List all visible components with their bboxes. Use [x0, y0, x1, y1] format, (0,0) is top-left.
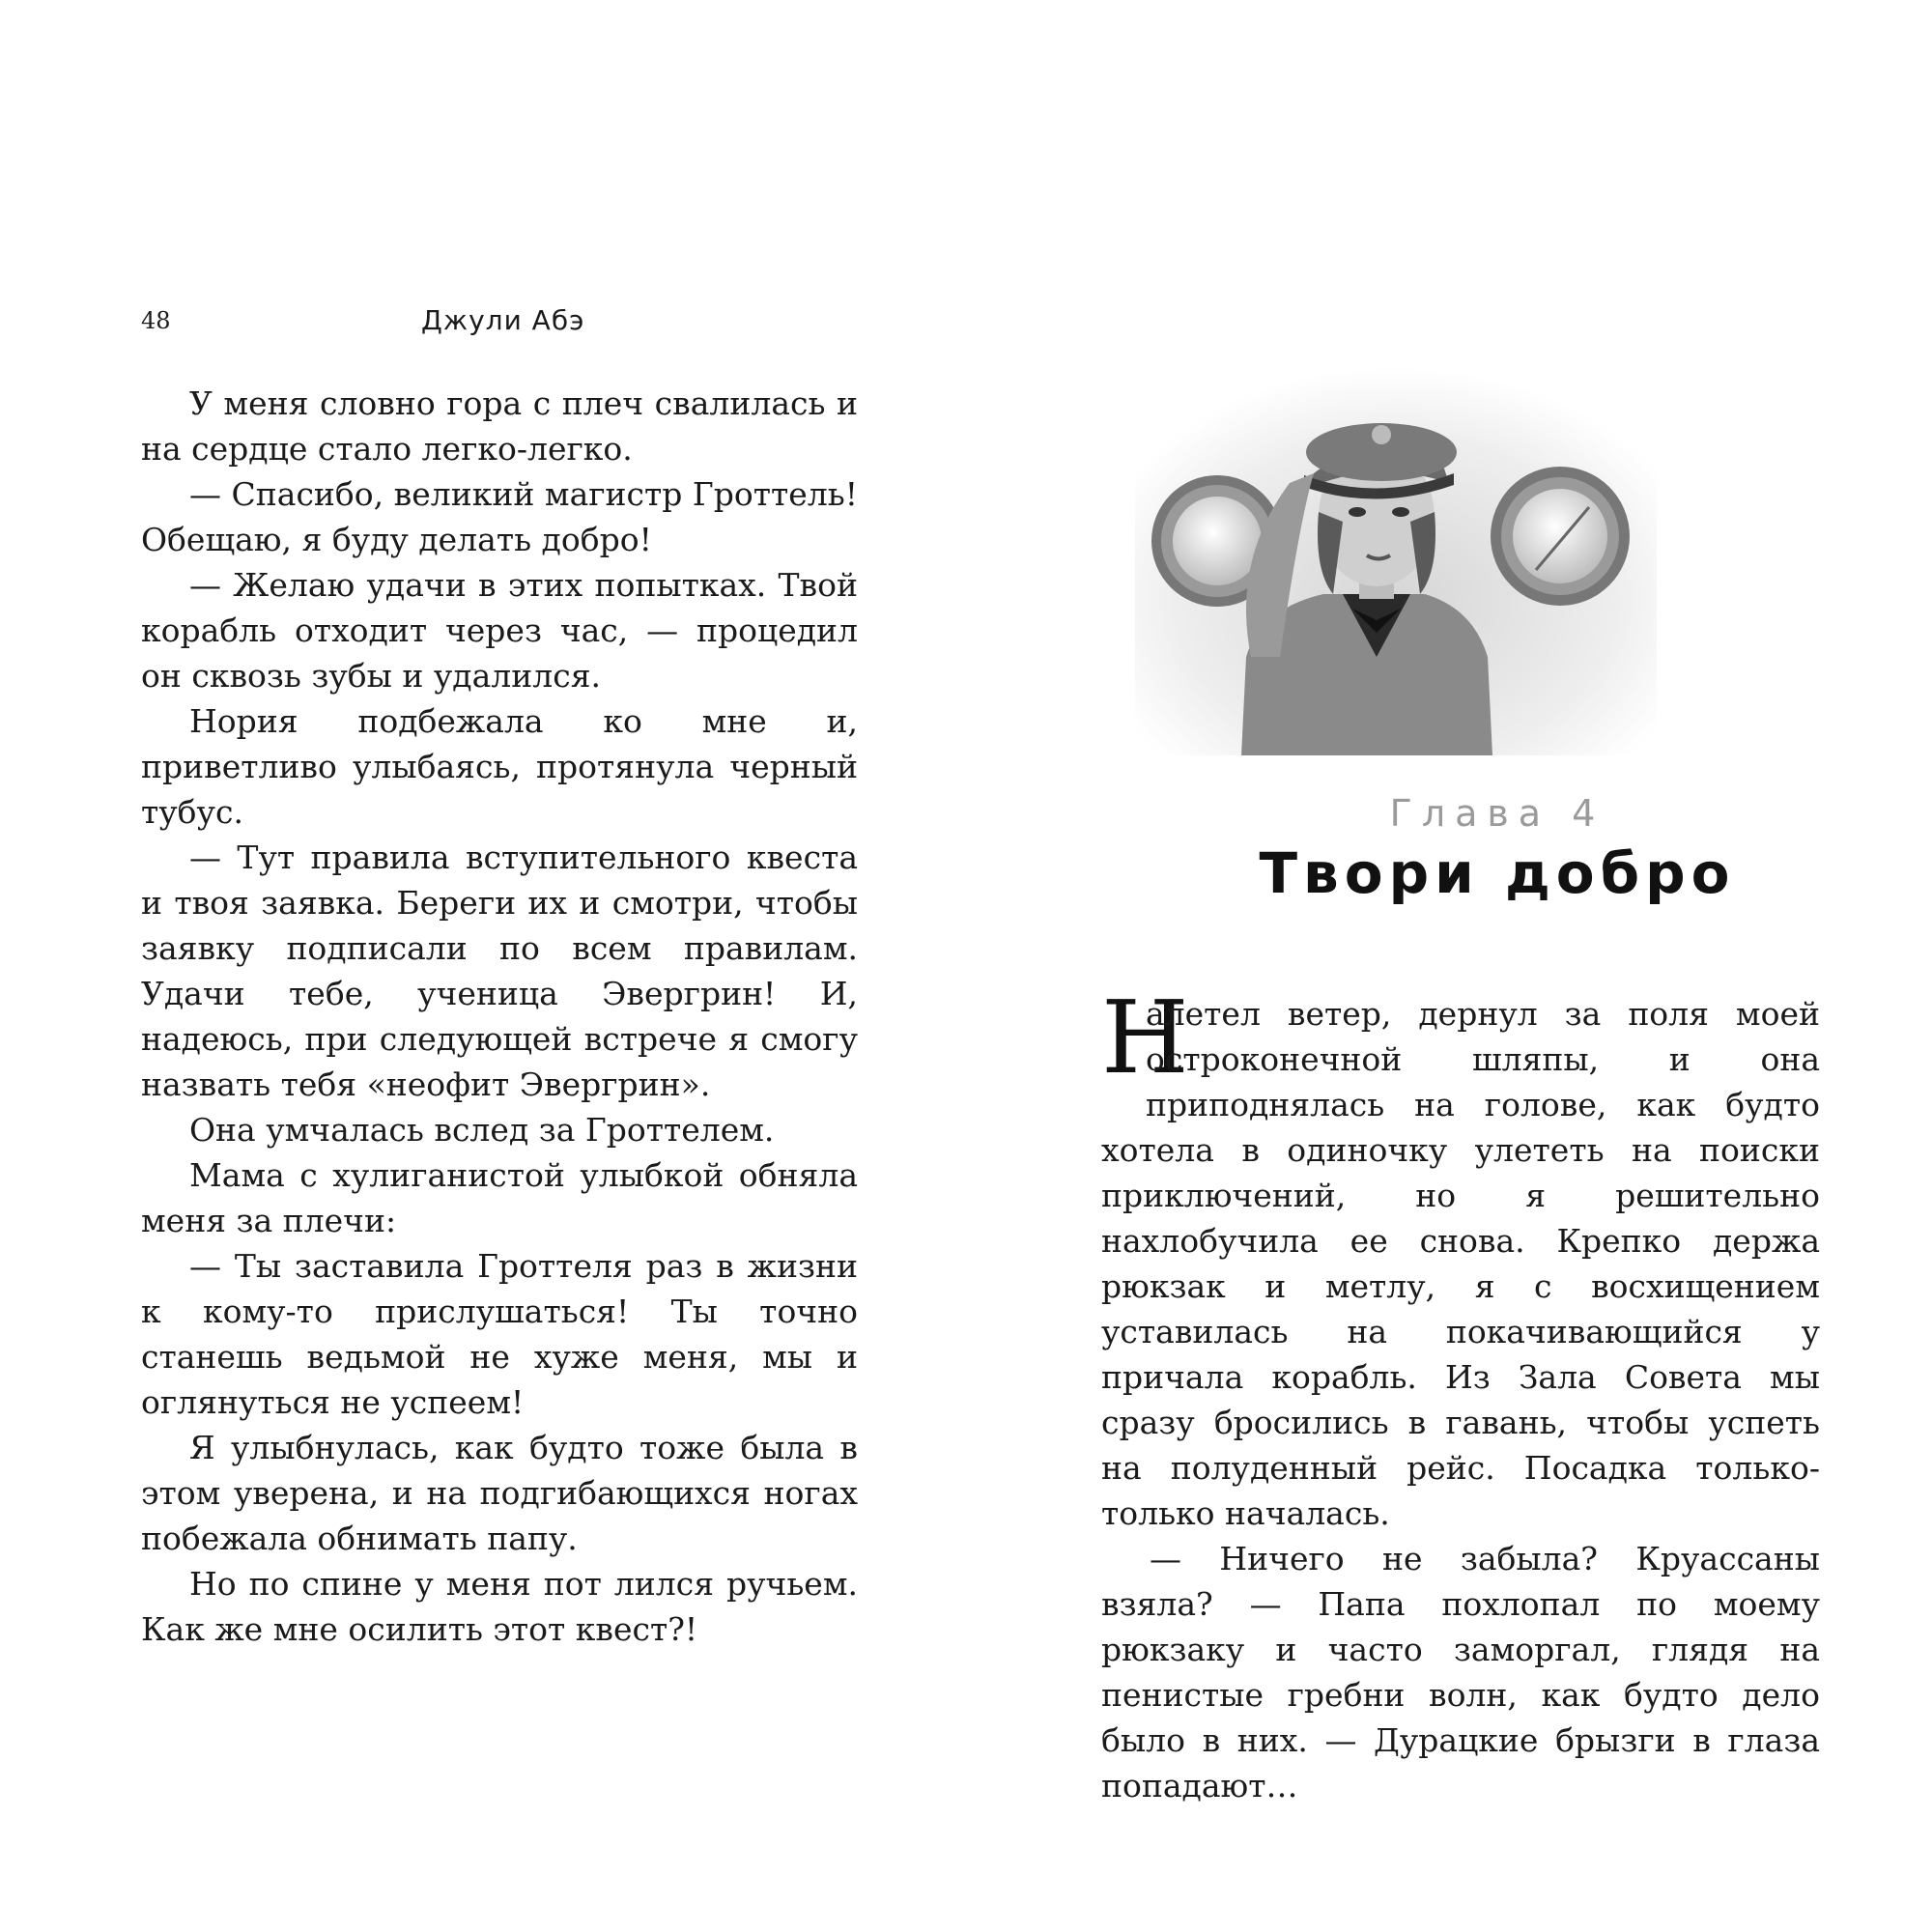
paragraph: — Желаю удачи в этих попытках. Твой корабль отходит через час, — процедил он сквозь зубы и удалился. — [141, 566, 858, 695]
paragraph: Но по спине у меня пот лился ручьем. Как же мне осилить этот квест?! — [141, 1565, 858, 1648]
paragraph: — Ничего не забыла? Круассаны взяла? — Папа похлопал по моему рюкзаку и часто заморгал, глядя на пенистые гребни волн, как будто дело было в них. — Дурацкие брызги в глаза попадают… — [1101, 1540, 1820, 1804]
paragraph-text: алетел ветер, дернул за поля моей остроконечной шляпы, и она приподнялась на голове, как будто хотела в одиночку улететь на поиски приключений, но я решительно нахлобучила ее снова. Крепко держа рюкзак и метлу, я с восхищением уставилась на покачивающийся у причала корабль. Из Зала Совета мы сразу бросились в гавань, чтобы успеть на полуденный рейс. Посадка только-только началась. — [1101, 995, 1820, 1532]
paragraph — [1101, 979, 1820, 1536]
chapter-number: Глава 4 — [1389, 792, 1605, 835]
drop-cap: Н — [1101, 979, 1189, 1096]
paragraph: — Ты заставила Гроттеля раз в жизни к кому-то прислушаться! Ты точно станешь ведьмой не хуже меня, мы и оглянуться не успеем! — [141, 1247, 858, 1421]
paragraph: У меня словно гора с плеч свалилась и на сердце стало легко-легко. — [141, 384, 858, 468]
running-head-author: Джули Абэ — [421, 304, 585, 336]
paragraph: Мама с хулиганистой улыбкой обняла меня за плечи: — [141, 1156, 858, 1239]
left-page-text — [141, 381, 858, 1652]
running-head — [141, 301, 856, 340]
paragraph: Я улыбнулась, как будто тоже была в этом уверена, и на подгибающихся ногах побежала обнимать папу. — [141, 1429, 858, 1557]
page-number: 48 — [141, 307, 171, 334]
paragraph: — Спасибо, великий магистр Гроттель! Обещаю, я буду делать добро! — [141, 475, 858, 558]
paragraph: Она умчалась вслед за Гроттелем. — [189, 1111, 775, 1149]
chapter-illustration — [1135, 367, 1657, 755]
chapter-title: Твори добро — [1259, 840, 1736, 906]
porthole-right — [1491, 467, 1630, 606]
paragraph: Нория подбежала ко мне и, приветливо улыбаясь, протянула черный тубус. — [141, 702, 858, 831]
right-page-text — [1101, 979, 1820, 1808]
paragraph: — Тут правила вступительного квеста и твоя заявка. Береги их и смотри, чтобы заявку подписали по всем правилам. Удачи тебе, ученица Эвергрин! И, надеюсь, при следующей встрече я смогу назвать тебя «неофит Эвергрин». — [141, 838, 858, 1103]
